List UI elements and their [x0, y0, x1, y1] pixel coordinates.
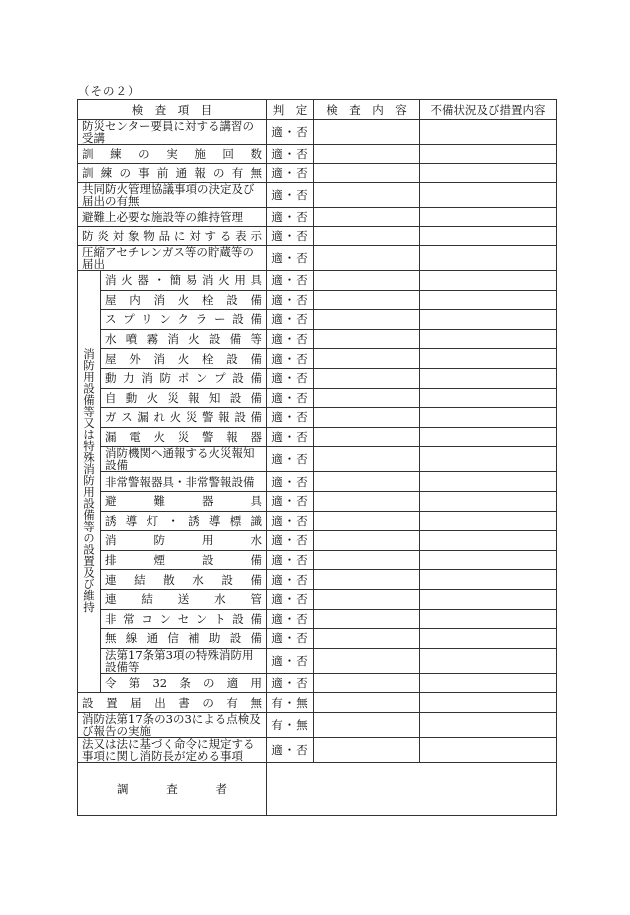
inspection-content-cell[interactable] — [314, 491, 420, 511]
item-label-text: 連結散水設備 — [105, 572, 262, 587]
table-row — [78, 648, 557, 673]
item-label — [101, 329, 267, 349]
inspection-content-cell[interactable] — [314, 570, 420, 590]
table-row — [78, 246, 557, 271]
judgement-cell: 適・否 — [267, 472, 314, 492]
header-item: 検 査 項 目 — [78, 100, 267, 120]
table-row — [78, 145, 557, 164]
item-label-text: ガス漏れ火災警報設備 — [105, 410, 262, 425]
inspection-content-cell[interactable] — [314, 629, 420, 649]
table-row — [78, 368, 557, 388]
table-row — [78, 329, 557, 349]
inspection-content-cell[interactable] — [314, 349, 420, 369]
judgement-cell: 適・否 — [267, 648, 314, 673]
header-deficiency: 不備状況及び措置内容 — [420, 100, 557, 120]
item-label — [101, 427, 267, 447]
item-label-text: 設置届出書の有無 — [82, 695, 262, 710]
inspection-content-cell[interactable] — [314, 472, 420, 492]
deficiency-cell[interactable] — [420, 349, 557, 369]
judgement-cell: 適・否 — [267, 738, 314, 763]
item-label — [78, 227, 267, 246]
judgement-cell: 適・否 — [267, 183, 314, 208]
item-label — [101, 271, 267, 291]
item-label — [101, 472, 267, 492]
judgement-cell: 適・否 — [267, 329, 314, 349]
judgement-cell: 適・否 — [267, 629, 314, 649]
item-label — [101, 648, 267, 673]
deficiency-cell[interactable] — [420, 290, 557, 310]
deficiency-cell[interactable] — [420, 629, 557, 649]
item-label-text: 消防機関へ通報する火災報知設備 — [105, 446, 255, 473]
judgement-cell: 適・否 — [267, 447, 314, 472]
table-row — [78, 550, 557, 570]
deficiency-cell[interactable] — [420, 388, 557, 408]
deficiency-cell[interactable] — [420, 713, 557, 738]
inspection-content-cell[interactable] — [314, 447, 420, 472]
table-row — [78, 164, 557, 183]
inspection-content-cell[interactable] — [314, 368, 420, 388]
inspection-content-cell[interactable] — [314, 738, 420, 763]
item-label-text: 防災センター要員に対する講習の受講 — [82, 119, 255, 145]
deficiency-cell[interactable] — [420, 511, 557, 531]
judgement-cell: 適・否 — [267, 145, 314, 164]
item-label-text: 法第17条第3項の特殊消防用設備等 — [105, 647, 254, 674]
deficiency-cell[interactable] — [420, 447, 557, 472]
item-label-text: 屋内消火栓設備 — [105, 292, 262, 307]
table-row — [78, 511, 557, 531]
item-label-text: 動力消防ポンプ設備 — [105, 371, 262, 386]
header-judgement: 判 定 — [267, 100, 314, 120]
item-label — [78, 246, 267, 271]
inspection-content-cell[interactable] — [314, 408, 420, 428]
deficiency-cell[interactable] — [420, 368, 557, 388]
judgement-cell: 適・否 — [267, 271, 314, 291]
judgement-cell: 適・否 — [267, 310, 314, 330]
item-label-text: 訓練の事前通報の有無 — [82, 166, 262, 180]
deficiency-cell[interactable] — [420, 183, 557, 208]
deficiency-cell[interactable] — [420, 472, 557, 492]
item-label-text: 消防用水 — [105, 533, 262, 548]
inspection-content-cell[interactable] — [314, 589, 420, 609]
item-label-text: 消防法第17条の3の3による点検及び報告の実施 — [82, 712, 261, 739]
investigator-row — [78, 763, 557, 816]
table-row — [78, 310, 557, 330]
table-row — [78, 427, 557, 447]
inspection-content-cell[interactable] — [314, 388, 420, 408]
inspection-content-cell[interactable] — [314, 290, 420, 310]
deficiency-cell[interactable] — [420, 550, 557, 570]
table-row — [78, 290, 557, 310]
inspection-content-cell[interactable] — [314, 531, 420, 551]
header-row — [78, 100, 557, 120]
deficiency-cell[interactable] — [420, 491, 557, 511]
judgement-cell: 適・否 — [267, 673, 314, 693]
judgement-cell: 適・否 — [267, 164, 314, 183]
table-row — [78, 609, 557, 629]
item-label — [101, 368, 267, 388]
table-row — [78, 531, 557, 551]
item-label-text: 避難上必要な施設等の維持管理 — [82, 210, 243, 224]
judgement-cell: 適・否 — [267, 208, 314, 227]
item-label-text: 非常警報器具・非常警報設備 — [105, 474, 255, 489]
investigator-label-text: 調査者 — [117, 782, 227, 797]
judgement-cell: 適・否 — [267, 408, 314, 428]
inspection-content-cell[interactable] — [314, 673, 420, 693]
inspection-content-cell[interactable] — [314, 713, 420, 738]
judgement-cell: 適・否 — [267, 511, 314, 531]
inspection-content-cell[interactable] — [314, 310, 420, 330]
header-inspection: 検 査 内 容 — [314, 100, 420, 120]
item-label-text: 共同防火管理協議事項の決定及び届出の有無 — [82, 182, 255, 208]
judgement-cell: 適・否 — [267, 388, 314, 408]
inspection-content-cell[interactable] — [314, 208, 420, 227]
item-label-text: 防炎対象物品に対する表示 — [82, 229, 262, 243]
inspection-content-cell[interactable] — [314, 183, 420, 208]
item-label — [78, 208, 267, 227]
item-label-text: 自動火災報知設備 — [105, 390, 262, 405]
item-label — [101, 491, 267, 511]
deficiency-cell[interactable] — [420, 208, 557, 227]
item-label-text: 漏電火災警報器 — [105, 430, 262, 445]
page-label: （その２） — [78, 84, 141, 98]
item-label-text: 消火器・簡易消火用具 — [105, 273, 262, 288]
table-row — [78, 629, 557, 649]
item-label — [101, 609, 267, 629]
table-row — [78, 491, 557, 511]
table-row — [78, 349, 557, 369]
item-label-text: 無線通信補助設備 — [105, 631, 262, 646]
inspection-content-cell[interactable] — [314, 648, 420, 673]
deficiency-cell[interactable] — [420, 531, 557, 551]
item-label — [101, 511, 267, 531]
deficiency-cell[interactable] — [420, 673, 557, 693]
deficiency-cell[interactable] — [420, 609, 557, 629]
table-row — [78, 388, 557, 408]
item-label — [101, 629, 267, 649]
table-row — [78, 447, 557, 472]
inspection-content-cell[interactable] — [314, 550, 420, 570]
table-row — [78, 408, 557, 428]
table-row — [78, 227, 557, 246]
deficiency-cell[interactable] — [420, 693, 557, 713]
deficiency-cell[interactable] — [420, 329, 557, 349]
table-row — [78, 738, 557, 763]
table-row — [78, 713, 557, 738]
inspection-content-cell[interactable] — [314, 246, 420, 271]
item-label-text: 屋外消火栓設備 — [105, 351, 262, 366]
inspection-content-cell[interactable] — [314, 271, 420, 291]
deficiency-cell[interactable] — [420, 120, 557, 145]
item-label — [101, 550, 267, 570]
deficiency-cell[interactable] — [420, 164, 557, 183]
item-label — [78, 713, 267, 738]
judgement-cell: 有・無 — [267, 713, 314, 738]
inspection-content-cell[interactable] — [314, 427, 420, 447]
judgement-cell: 適・否 — [267, 120, 314, 145]
item-label — [78, 693, 267, 713]
judgement-cell: 適・否 — [267, 227, 314, 246]
table-row — [78, 472, 557, 492]
item-label-text: 排煙設備 — [105, 553, 262, 568]
item-label — [101, 673, 267, 693]
deficiency-cell[interactable] — [420, 310, 557, 330]
item-label-text: 水噴霧消火設備等 — [105, 332, 262, 347]
deficiency-cell[interactable] — [420, 738, 557, 763]
inspection-content-cell[interactable] — [314, 164, 420, 183]
item-label — [101, 290, 267, 310]
item-label — [101, 310, 267, 330]
item-label — [101, 570, 267, 590]
item-label — [101, 388, 267, 408]
judgement-cell: 適・否 — [267, 609, 314, 629]
deficiency-cell[interactable] — [420, 145, 557, 164]
investigator-label — [78, 763, 267, 816]
item-label — [78, 145, 267, 164]
table-row — [78, 589, 557, 609]
item-label — [78, 183, 267, 208]
judgement-cell: 適・否 — [267, 349, 314, 369]
investigator-field[interactable] — [267, 763, 557, 816]
item-label — [101, 408, 267, 428]
deficiency-cell[interactable] — [420, 271, 557, 291]
judgement-cell: 適・否 — [267, 570, 314, 590]
item-label-text: 令第32条の適用 — [105, 675, 262, 690]
deficiency-cell[interactable] — [420, 408, 557, 428]
deficiency-cell[interactable] — [420, 589, 557, 609]
inspection-content-cell[interactable] — [314, 145, 420, 164]
judgement-cell: 有・無 — [267, 693, 314, 713]
item-label — [101, 447, 267, 472]
item-label-text: 法又は法に基づく命令に規定する事項に関し消防長が定める事項 — [82, 737, 255, 764]
item-label-text: 連結送水管 — [105, 592, 262, 607]
item-label-text: スプリンクラー設備 — [105, 312, 262, 327]
category-label-text: 消防用設備等又は特殊消防用設備等の設置及び維持 — [82, 348, 96, 613]
deficiency-cell[interactable] — [420, 227, 557, 246]
deficiency-cell[interactable] — [420, 570, 557, 590]
table-row — [78, 693, 557, 713]
inspection-content-cell[interactable] — [314, 511, 420, 531]
inspection-content-cell[interactable] — [314, 693, 420, 713]
item-label — [101, 349, 267, 369]
deficiency-cell[interactable] — [420, 427, 557, 447]
item-label — [78, 120, 267, 145]
table-row — [78, 673, 557, 693]
judgement-cell: 適・否 — [267, 550, 314, 570]
judgement-cell: 適・否 — [267, 491, 314, 511]
item-label-text: 訓練の実施回数 — [82, 147, 262, 161]
item-label-text: 誘導灯・誘導標識 — [105, 513, 262, 528]
item-label-text: 非常コンセント設備 — [105, 611, 262, 626]
inspection-content-cell[interactable] — [314, 329, 420, 349]
inspection-table — [77, 99, 557, 816]
table-row — [78, 271, 557, 291]
judgement-cell: 適・否 — [267, 427, 314, 447]
judgement-cell: 適・否 — [267, 290, 314, 310]
inspection-content-cell[interactable] — [314, 227, 420, 246]
judgement-cell: 適・否 — [267, 589, 314, 609]
item-label — [78, 738, 267, 763]
table-row — [78, 570, 557, 590]
item-label — [101, 589, 267, 609]
judgement-cell: 適・否 — [267, 368, 314, 388]
deficiency-cell[interactable] — [420, 246, 557, 271]
item-label — [101, 531, 267, 551]
judgement-cell: 適・否 — [267, 531, 314, 551]
inspection-content-cell[interactable] — [314, 609, 420, 629]
table-row — [78, 183, 557, 208]
category-label — [78, 271, 101, 693]
table-row — [78, 120, 557, 145]
table-row — [78, 208, 557, 227]
item-label — [78, 164, 267, 183]
deficiency-cell[interactable] — [420, 648, 557, 673]
item-label-text: 圧縮アセチレンガス等の貯蔵等の届出 — [82, 245, 254, 271]
inspection-content-cell[interactable] — [314, 120, 420, 145]
item-label-text: 避難器具 — [105, 494, 262, 509]
judgement-cell: 適・否 — [267, 246, 314, 271]
